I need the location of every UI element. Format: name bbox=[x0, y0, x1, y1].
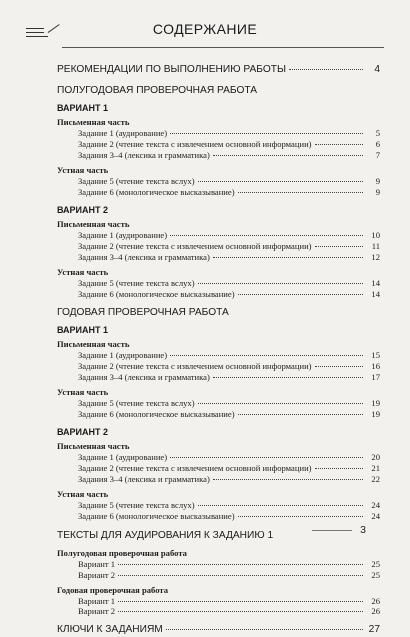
toc-entry-title: Вариант 1 bbox=[78, 558, 116, 569]
toc-entry-title: Вариант 2 bbox=[78, 569, 116, 580]
toc-page-number: 25 bbox=[371, 569, 380, 580]
toc-page-number: 26 bbox=[371, 606, 380, 617]
toc-subheading: Устная часть bbox=[57, 165, 109, 176]
dot-leader bbox=[198, 181, 363, 182]
toc-page-number: 15 bbox=[371, 349, 380, 360]
toc-page-number: 14 bbox=[371, 289, 380, 300]
toc-page-number: 4 bbox=[374, 64, 380, 75]
toc-page-number: 11 bbox=[371, 240, 380, 251]
dot-leader bbox=[170, 457, 363, 458]
toc-page-number: 7 bbox=[375, 149, 380, 160]
dot-leader bbox=[213, 257, 363, 258]
toc-entry-title: Задание 5 (чтение текста вслух) bbox=[78, 398, 195, 409]
toc-entry-title: РЕКОМЕНДАЦИИ ПО ВЫПОЛНЕНИЮ РАБОТЫ bbox=[57, 64, 286, 75]
toc-entry bbox=[57, 570, 380, 581]
toc-entry bbox=[57, 230, 380, 241]
toc-subheading: Письменная часть bbox=[57, 440, 130, 451]
dot-leader bbox=[166, 629, 363, 630]
toc-entry bbox=[57, 187, 380, 198]
toc-entry bbox=[57, 606, 380, 617]
dot-leader bbox=[213, 377, 363, 378]
toc-section bbox=[57, 63, 380, 77]
toc-variant: ВАРИАНТ 1 bbox=[57, 324, 109, 335]
toc-section: ТЕКСТЫ ДЛЯ АУДИРОВАНИЯ К ЗАДАНИЮ 1 bbox=[57, 529, 274, 541]
toc-entry bbox=[57, 511, 380, 522]
toc-variant: ВАРИАНТ 2 bbox=[57, 426, 109, 437]
toc-page-number: 27 bbox=[368, 624, 380, 636]
dot-leader bbox=[315, 144, 363, 145]
toc-entry-title: Задание 6 (монологическое высказывание) bbox=[78, 289, 235, 300]
toc-page-number: 12 bbox=[371, 251, 380, 262]
toc-entry-title: КЛЮЧИ К ЗАДАНИЯМ bbox=[57, 624, 163, 636]
dot-leader bbox=[170, 133, 363, 134]
toc-entry-title: Задание 2 (чтение текста с извлечением основной информации) bbox=[78, 138, 312, 149]
footer-rule bbox=[312, 530, 352, 531]
toc-entry bbox=[57, 289, 380, 300]
toc-entry bbox=[57, 278, 380, 289]
toc-page-number: 19 bbox=[371, 398, 380, 409]
dot-leader bbox=[315, 246, 363, 247]
toc-entry bbox=[57, 372, 380, 383]
toc-page-number: 6 bbox=[375, 138, 380, 149]
toc-page-number: 19 bbox=[371, 409, 380, 420]
toc-entry bbox=[57, 409, 380, 420]
toc-entry-title: Задания 3–4 (лексика и грамматика) bbox=[78, 251, 210, 262]
dot-leader bbox=[238, 192, 363, 193]
dot-leader bbox=[315, 468, 363, 469]
toc-entry-title: Задание 1 (аудирование) bbox=[78, 229, 168, 240]
toc-entry bbox=[57, 139, 380, 150]
toc-subheading: Устная часть bbox=[57, 387, 109, 398]
dot-leader bbox=[170, 235, 363, 236]
toc-entry bbox=[57, 596, 380, 607]
header-rule bbox=[62, 47, 384, 48]
toc-entry-title: Задания 3–4 (лексика и грамматика) bbox=[78, 371, 210, 382]
toc-page-number: 16 bbox=[371, 360, 380, 371]
table-of-contents bbox=[57, 52, 380, 637]
toc-entry-title: Задание 5 (чтение текста вслух) bbox=[78, 176, 195, 187]
toc-subheading: Полугодовая проверочная работа bbox=[57, 547, 187, 558]
toc-subheading: Годовая проверочная работа bbox=[57, 584, 169, 595]
toc-entry bbox=[57, 463, 380, 474]
toc-entry-title: Задание 6 (монологическое высказывание) bbox=[78, 409, 235, 420]
dot-leader bbox=[198, 403, 363, 404]
toc-entry-title: Задание 2 (чтение текста с извлечением основной информации) bbox=[78, 240, 312, 251]
dot-leader bbox=[198, 505, 363, 506]
toc-variant: ВАРИАНТ 1 bbox=[57, 103, 109, 113]
toc-entry-title: Задание 6 (монологическое высказывание) bbox=[78, 187, 235, 198]
toc-page-number: 9 bbox=[375, 187, 380, 198]
dot-leader bbox=[213, 155, 363, 156]
toc-entry-title: Вариант 2 bbox=[78, 606, 116, 617]
toc-entry bbox=[57, 474, 380, 485]
dot-leader bbox=[238, 414, 363, 415]
toc-page-number: 21 bbox=[371, 462, 380, 473]
toc-page-number: 14 bbox=[371, 278, 380, 289]
toc-entry-title: Задание 1 (аудирование) bbox=[78, 349, 168, 360]
toc-entry-title: Задания 3–4 (лексика и грамматика) bbox=[78, 473, 210, 484]
dot-leader bbox=[238, 294, 363, 295]
toc-entry-title: Задание 6 (монологическое высказывание) bbox=[78, 511, 235, 522]
dot-leader bbox=[238, 516, 363, 517]
dot-leader bbox=[118, 564, 363, 565]
dot-leader bbox=[315, 366, 363, 367]
toc-entry bbox=[57, 128, 380, 139]
toc-entry bbox=[57, 500, 380, 511]
toc-entry-title: Задание 2 (чтение текста с извлечением основной информации) bbox=[78, 360, 312, 371]
toc-entry bbox=[57, 176, 380, 187]
toc-entry bbox=[57, 361, 380, 372]
toc-section bbox=[57, 623, 380, 637]
toc-page-number: 22 bbox=[371, 473, 380, 484]
toc-page-number: 9 bbox=[375, 176, 380, 187]
toc-subheading: Письменная часть bbox=[57, 117, 130, 127]
toc-entry bbox=[57, 398, 380, 409]
toc-entry bbox=[57, 241, 380, 252]
dot-leader bbox=[118, 611, 363, 612]
dot-leader bbox=[118, 575, 363, 576]
toc-entry bbox=[57, 350, 380, 361]
toc-entry bbox=[57, 150, 380, 161]
toc-page-number: 20 bbox=[371, 451, 380, 462]
toc-subheading: Письменная часть bbox=[57, 338, 130, 349]
toc-page-number: 17 bbox=[371, 371, 380, 382]
toc-section: ПОЛУГОДОВАЯ ПРОВЕРОЧНАЯ РАБОТА bbox=[57, 85, 258, 96]
toc-entry-title: Вариант 1 bbox=[78, 595, 116, 606]
toc-subheading: Устная часть bbox=[57, 489, 109, 500]
dot-leader bbox=[289, 69, 363, 70]
toc-entry bbox=[57, 252, 380, 263]
toc-subheading: Письменная часть bbox=[57, 218, 130, 229]
toc-entry-title: Задание 5 (чтение текста вслух) bbox=[78, 500, 195, 511]
toc-page-number: 24 bbox=[371, 500, 380, 511]
dot-leader bbox=[198, 283, 363, 284]
page-number: 3 bbox=[360, 524, 366, 536]
toc-variant: ВАРИАНТ 2 bbox=[57, 204, 109, 215]
toc-page-number: 24 bbox=[371, 511, 380, 522]
toc-subheading: Устная часть bbox=[57, 267, 109, 278]
toc-section: ГОДОВАЯ ПРОВЕРОЧНАЯ РАБОТА bbox=[57, 306, 229, 318]
toc-entry bbox=[57, 559, 380, 570]
toc-entry-title: Задания 3–4 (лексика и грамматика) bbox=[78, 149, 210, 160]
toc-entry-title: Задание 1 (аудирование) bbox=[78, 128, 168, 138]
toc-page-number: 26 bbox=[371, 595, 380, 606]
toc-entry-title: Задание 2 (чтение текста с извлечением основной информации) bbox=[78, 462, 312, 473]
toc-page-number: 5 bbox=[375, 128, 380, 138]
toc-page-number: 25 bbox=[371, 558, 380, 569]
toc-entry-title: Задание 5 (чтение текста вслух) bbox=[78, 278, 195, 289]
dot-leader bbox=[213, 479, 363, 480]
page-title: СОДЕРЖАНИЕ bbox=[152, 21, 258, 37]
toc-page-number: 10 bbox=[371, 229, 380, 240]
dot-leader bbox=[170, 355, 363, 356]
toc-entry bbox=[57, 452, 380, 463]
toc-entry-title: Задание 1 (аудирование) bbox=[78, 451, 168, 462]
dot-leader bbox=[118, 601, 363, 602]
